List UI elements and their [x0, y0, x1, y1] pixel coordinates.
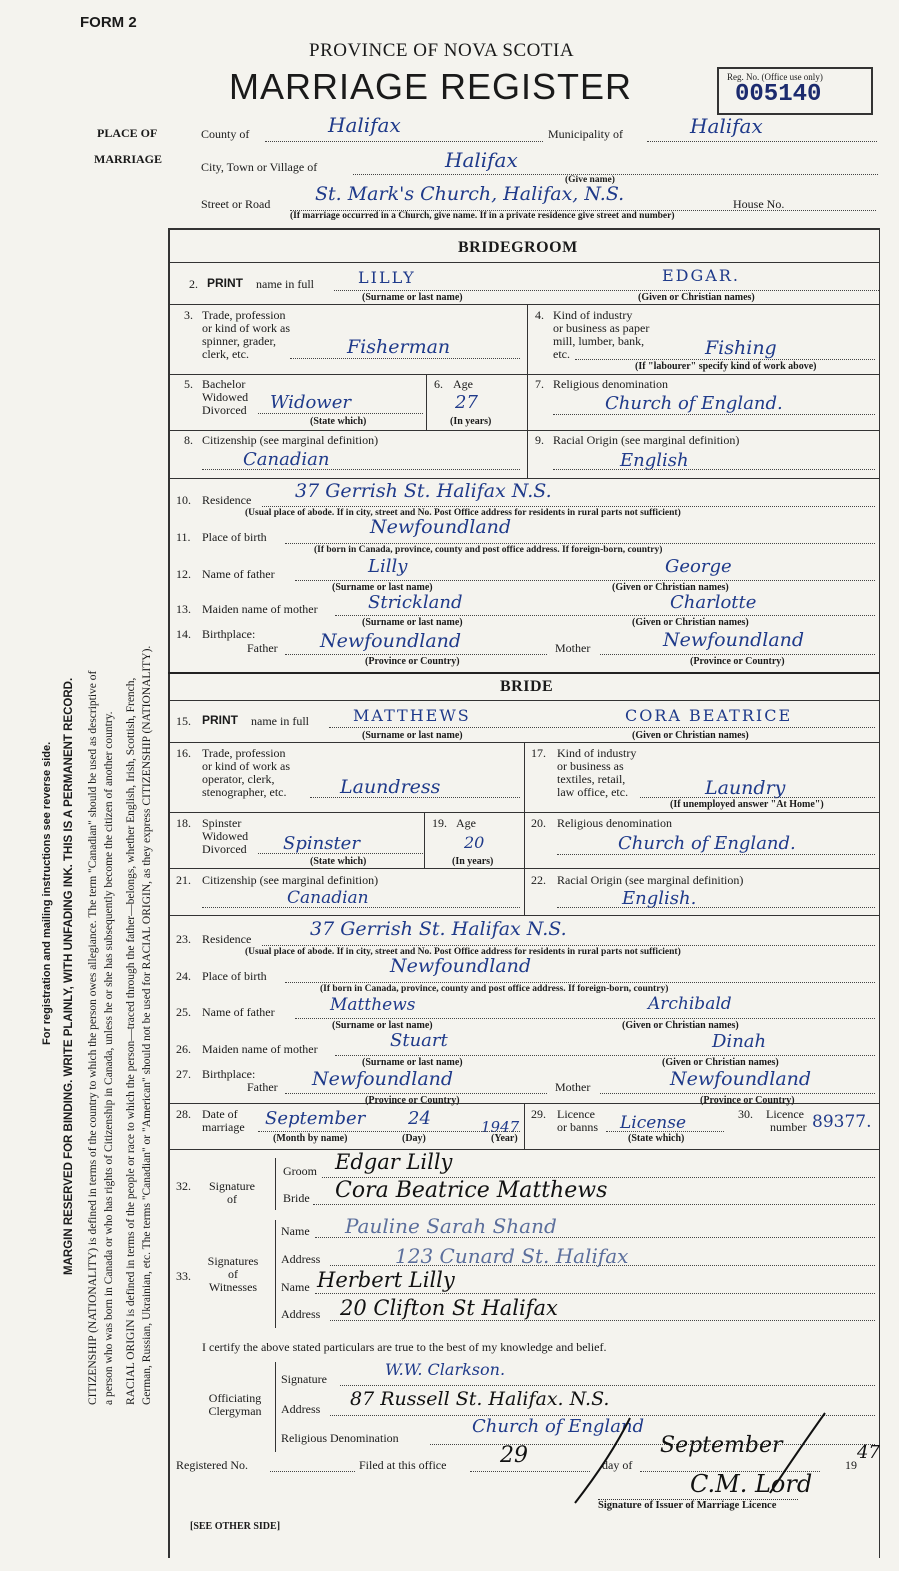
bride-surname-note: (Surname or last name): [362, 730, 463, 741]
clergy-religion-label: Religious Denomination: [281, 1431, 399, 1445]
groom-n14: 14.: [176, 627, 191, 641]
bride-status-label: Spinster Widowed Divorced: [202, 816, 249, 856]
groom-age-note: (In years): [450, 416, 492, 427]
street-value: St. Mark's Church, Halifax, N.S.: [315, 183, 625, 205]
w2-address: 20 Clifton St Halifax: [340, 1296, 558, 1320]
bride-age: 20: [464, 833, 485, 852]
bride-name-label: name in full: [251, 714, 309, 728]
groom-trade: Fisherman: [347, 336, 451, 358]
groom-age: 27: [455, 392, 478, 413]
marriage-n28: 28.: [176, 1107, 191, 1121]
bride-birthplace: Newfoundland: [390, 955, 532, 977]
bride-age-note: (In years): [452, 856, 494, 867]
filed-day: 29: [500, 1443, 528, 1468]
groom-residence-label: Residence: [202, 493, 252, 507]
certify-statement: I certify the above stated particulars are true to the best of my knowledge and belief.: [202, 1340, 607, 1354]
bride-trade: Laundress: [340, 776, 441, 798]
groom-citizenship: Canadian: [243, 449, 330, 470]
groom-bp-mother-label: Mother: [555, 641, 591, 655]
street-label: Street or Road: [201, 197, 271, 211]
city-label: City, Town or Village of: [201, 160, 318, 174]
bride-status-note: (State which): [310, 856, 367, 867]
groom-racial-label: Racial Origin (see marginal definition): [553, 433, 740, 447]
sig-n32: 32.: [176, 1179, 191, 1193]
bride-citizenship: Canadian: [287, 888, 369, 908]
bride-given: CORA BEATRICE: [625, 706, 793, 725]
issuer-label: Signature of Issuer of Marriage Licence: [598, 1500, 777, 1511]
groom-n8: 8.: [184, 433, 193, 447]
bride-n23: 23.: [176, 932, 191, 946]
bride-n15: 15.: [176, 714, 191, 728]
day-of-label: day of: [602, 1458, 633, 1472]
bride-father-given: Archibald: [648, 994, 732, 1014]
municipality-label: Municipality of: [548, 127, 623, 141]
bride-mother-given: Dinah: [712, 1031, 767, 1052]
groom-n7: 7.: [535, 377, 544, 391]
groom-n11: 11.: [176, 530, 191, 544]
bride-bp-father-note: (Province or Country): [365, 1095, 460, 1106]
clergy-label: Officiating Clergyman: [208, 1391, 262, 1418]
bride-n18: 18.: [176, 816, 191, 830]
groom-birthplace-label: Place of birth: [202, 530, 267, 544]
bride-trade-label: Trade, profession or kind of work as operator, clerk, stenographer, etc.: [202, 746, 290, 799]
bride-n25: 25.: [176, 1005, 191, 1019]
groom-residence-note: (Usual place of abode. If in city, street and No. Post Office address for residents in rural parts not sufficient): [245, 508, 681, 518]
groom-industry: Fishing: [705, 337, 777, 359]
margin-note-5: RACIAL ORIGIN is defined in terms of the people or race to which the person—traced through the father—belongs, whether English, Irish, Scottish, French,: [125, 677, 137, 1405]
groom-surname: LILLY: [358, 268, 416, 287]
bride-father-label: Name of father: [202, 1005, 275, 1019]
bride-father-given-note: (Given or Christian names): [622, 1020, 739, 1031]
groom-bp-father-label: Father: [247, 641, 278, 655]
clergy-address: 87 Russell St. Halifax. N.S.: [350, 1388, 610, 1410]
groom-bp-father-note: (Province or Country): [365, 656, 460, 667]
bride-n16: 16.: [176, 746, 191, 760]
see-other-side: [SEE OTHER SIDE]: [190, 1521, 281, 1532]
licence-label: Licence or banns: [557, 1107, 598, 1134]
bridegroom-heading: BRIDEGROOM: [458, 239, 578, 256]
bride-n24: 24.: [176, 969, 191, 983]
marriage-month: September: [265, 1108, 366, 1129]
bride-racial: English.: [622, 888, 697, 909]
groom-n4: 4.: [535, 308, 544, 322]
bride-heading: BRIDE: [500, 678, 554, 695]
bride-industry-note: (If unemployed answer "At Home"): [670, 799, 824, 810]
bride-religion: Church of England.: [618, 833, 796, 854]
groom-status-label: Bachelor Widowed Divorced: [202, 377, 249, 417]
marriage-day: 24: [408, 1108, 431, 1129]
bride-sig-label: Bride: [283, 1191, 310, 1205]
groom-print-label: PRINT: [207, 276, 243, 290]
bride-n17: 17.: [531, 746, 546, 760]
w1-name-label: Name: [281, 1224, 310, 1238]
bride-given-note: (Given or Christian names): [632, 730, 749, 741]
groom-n3: 3.: [184, 308, 193, 322]
groom-mother-surname-note: (Surname or last name): [362, 617, 463, 628]
w1-name: Pauline Sarah Shand: [345, 1214, 557, 1238]
groom-given: EDGAR.: [662, 266, 740, 285]
bride-mother-surname-note: (Surname or last name): [362, 1057, 463, 1068]
groom-father-surname: Lilly: [368, 556, 408, 577]
clergy-address-label: Address: [281, 1402, 321, 1416]
bride-industry: Laundry: [705, 777, 786, 799]
groom-father-given-note: (Given or Christian names): [612, 582, 729, 593]
reg-number-box: [717, 67, 873, 115]
reg-number: 005140: [735, 81, 822, 108]
witness-label: Signatures of Witnesses: [207, 1254, 259, 1294]
groom-name-label: name in full: [256, 277, 314, 291]
year-prefix: 19: [845, 1458, 857, 1472]
licence-number: 89377.: [812, 1112, 872, 1132]
bride-n19: 19.: [432, 816, 447, 830]
filed-label: Filed at this office: [359, 1458, 447, 1472]
bride-n22: 22.: [531, 873, 546, 887]
groom-birthplace-note: (If born in Canada, province, county and post office address. If foreign-born, country): [314, 545, 663, 555]
margin-note-1: For registration and mailing instructions see reverse side.: [41, 741, 53, 1045]
w1-address: 123 Cunard St. Halifax: [395, 1244, 629, 1268]
groom-citizenship-label: Citizenship (see marginal definition): [202, 433, 379, 447]
groom-n5: 5.: [184, 377, 193, 391]
groom-surname-note: (Surname or last name): [362, 292, 463, 303]
registered-label: Registered No.: [176, 1458, 248, 1472]
marriage-n30: 30.: [738, 1107, 753, 1121]
form-number: FORM 2: [80, 14, 137, 31]
bride-bp-label: Birthplace:: [202, 1067, 256, 1081]
year-note: (Year): [491, 1133, 518, 1144]
county-label: County of: [201, 127, 250, 141]
bride-residence: 37 Gerrish St. Halifax N.S.: [310, 918, 567, 940]
groom-religion: Church of England.: [605, 393, 783, 414]
street-note: (If marriage occurred in a Church, give name. If in a private residence give street and number): [290, 211, 675, 221]
bride-birthplace-note: (If born in Canada, province, county and post office address. If foreign-born, country): [320, 984, 669, 994]
margin-note-2: MARGIN RESERVED FOR BINDING. WRITE PLAINLY, WITH UNFADING INK. THIS IS A PERMANENT RECORD.: [63, 677, 75, 1275]
groom-father-label: Name of father: [202, 567, 275, 581]
bride-bp-father-label: Father: [247, 1080, 278, 1094]
wit-n33: 33.: [176, 1269, 191, 1283]
groom-mother-given-note: (Given or Christian names): [632, 617, 749, 628]
bride-racial-label: Racial Origin (see marginal definition): [557, 873, 744, 887]
margin-note-3: CITIZENSHIP (NATIONALITY) is defined in terms of the country to which the person owes allegiance. The term "Canadian" should be used as descriptive of: [87, 670, 99, 1405]
groom-mother-given: Charlotte: [670, 592, 757, 613]
bride-n27: 27.: [176, 1067, 191, 1081]
groom-n12: 12.: [176, 567, 191, 581]
house-label: House No.: [733, 197, 785, 211]
groom-n13: 13.: [176, 602, 191, 616]
bride-mother-given-note: (Given or Christian names): [662, 1057, 779, 1068]
groom-industry-note: (If "labourer" specify kind of work above): [635, 361, 817, 372]
city-value: Halifax: [445, 148, 518, 172]
clergy-signature-label: Signature: [281, 1372, 327, 1386]
groom-trade-label: Trade, profession or kind of work as spinner, grader, clerk, etc.: [202, 308, 290, 361]
groom-n9: 9.: [535, 433, 544, 447]
place-label-2: MARRIAGE: [94, 152, 162, 166]
groom-age-label: Age: [453, 377, 473, 391]
bride-residence-note: (Usual place of abode. If in city, street and No. Post Office address for residents in rural parts not sufficient): [245, 947, 681, 957]
bride-religion-label: Religious denomination: [557, 816, 672, 830]
w1-address-label: Address: [281, 1252, 321, 1266]
bride-age-label: Age: [456, 816, 476, 830]
municipality-value: Halifax: [690, 114, 763, 138]
groom-bp-father: Newfoundland: [320, 630, 462, 652]
bride-print-label: PRINT: [202, 713, 238, 727]
bride-bp-mother: Newfoundland: [670, 1068, 812, 1090]
month-note: (Month by name): [273, 1133, 348, 1144]
sig-label: Signature of: [209, 1179, 255, 1206]
groom-residence: 37 Gerrish St. Halifax N.S.: [295, 480, 552, 502]
groom-n2: 2.: [189, 277, 198, 291]
bride-mother-label: Maiden name of mother: [202, 1042, 318, 1056]
groom-bp-mother-note: (Province or Country): [690, 656, 785, 667]
bride-n21: 21.: [176, 873, 191, 887]
bride-signature: Cora Beatrice Matthews: [335, 1178, 608, 1203]
groom-bp-mother: Newfoundland: [663, 629, 805, 651]
groom-birthplace: Newfoundland: [370, 516, 512, 538]
groom-father-surname-note: (Surname or last name): [332, 582, 433, 593]
bride-n20: 20.: [531, 816, 546, 830]
place-label-1: PLACE OF: [97, 126, 158, 140]
licence-value: License: [620, 1113, 687, 1133]
bride-status: Spinster: [283, 833, 360, 854]
marriage-date-label: Date of marriage: [202, 1107, 245, 1134]
clergy-religion: Church of England: [472, 1416, 645, 1437]
bride-mother-surname: Stuart: [390, 1030, 448, 1051]
province-title: PROVINCE OF NOVA SCOTIA: [309, 40, 575, 61]
groom-signature: Edgar Lilly: [335, 1150, 453, 1174]
groom-racial: English: [620, 450, 689, 471]
bride-residence-label: Residence: [202, 932, 252, 946]
bride-bp-mother-note: (Province or Country): [700, 1095, 795, 1106]
filed-year: 47: [857, 1442, 880, 1463]
groom-religion-label: Religious denomination: [553, 377, 668, 391]
give-name-note: (Give name): [565, 175, 615, 185]
bride-n26: 26.: [176, 1042, 191, 1056]
bride-bp-father: Newfoundland: [312, 1068, 454, 1090]
margin-note-4: a person who was born in Canada or who has rights of Citizenship in Canada, unless he or she has subsequently become the citizen of another country.: [103, 711, 115, 1405]
w2-name: Herbert Lilly: [317, 1268, 455, 1292]
groom-sig-label: Groom: [283, 1164, 317, 1178]
groom-mother-label: Maiden name of mother: [202, 602, 318, 616]
licence-note: (State which): [628, 1133, 685, 1144]
groom-n6: 6.: [434, 377, 443, 391]
clergy-signature: W.W. Clarkson.: [385, 1360, 506, 1379]
groom-status-note: (State which): [310, 416, 367, 427]
groom-n10: 10.: [176, 493, 191, 507]
bride-industry-label: Kind of industry or business as textiles, retail, law office, etc.: [557, 746, 637, 799]
day-note: (Day): [402, 1133, 426, 1144]
w2-address-label: Address: [281, 1307, 321, 1321]
form-title: MARRIAGE REGISTER: [229, 66, 633, 107]
reg-number-label: Reg. No. (Office use only): [727, 72, 823, 82]
groom-father-given: George: [665, 556, 732, 577]
groom-given-note: (Given or Christian names): [638, 292, 755, 303]
county-value: Halifax: [328, 113, 401, 137]
marriage-year: 1947: [481, 1118, 520, 1136]
bride-father-surname: Matthews: [330, 995, 416, 1015]
bride-citizenship-label: Citizenship (see marginal definition): [202, 873, 379, 887]
groom-industry-label: Kind of industry or business as paper mill, lumber, bank, etc.: [553, 308, 650, 361]
margin-note-6: German, Russian, Ukrainian, etc. The terms "Canadian" or "American" should not be used for RACIAL ORIGIN, as they express CITIZENSHIP (NATIONALITY).: [141, 645, 153, 1405]
groom-mother-surname: Strickland: [368, 592, 463, 613]
filed-month: September: [660, 1433, 783, 1458]
bride-surname: MATTHEWS: [353, 706, 471, 725]
bride-bp-mother-label: Mother: [555, 1080, 591, 1094]
groom-status: Widower: [270, 392, 351, 413]
bride-birthplace-label: Place of birth: [202, 969, 267, 983]
groom-bp-label: Birthplace:: [202, 627, 256, 641]
issuer-signature: C.M. Lord: [690, 1470, 813, 1498]
bride-father-surname-note: (Surname or last name): [332, 1020, 433, 1031]
w2-name-label: Name: [281, 1280, 310, 1294]
licence-number-label: Licence number: [766, 1107, 807, 1134]
marriage-n29: 29.: [531, 1107, 546, 1121]
